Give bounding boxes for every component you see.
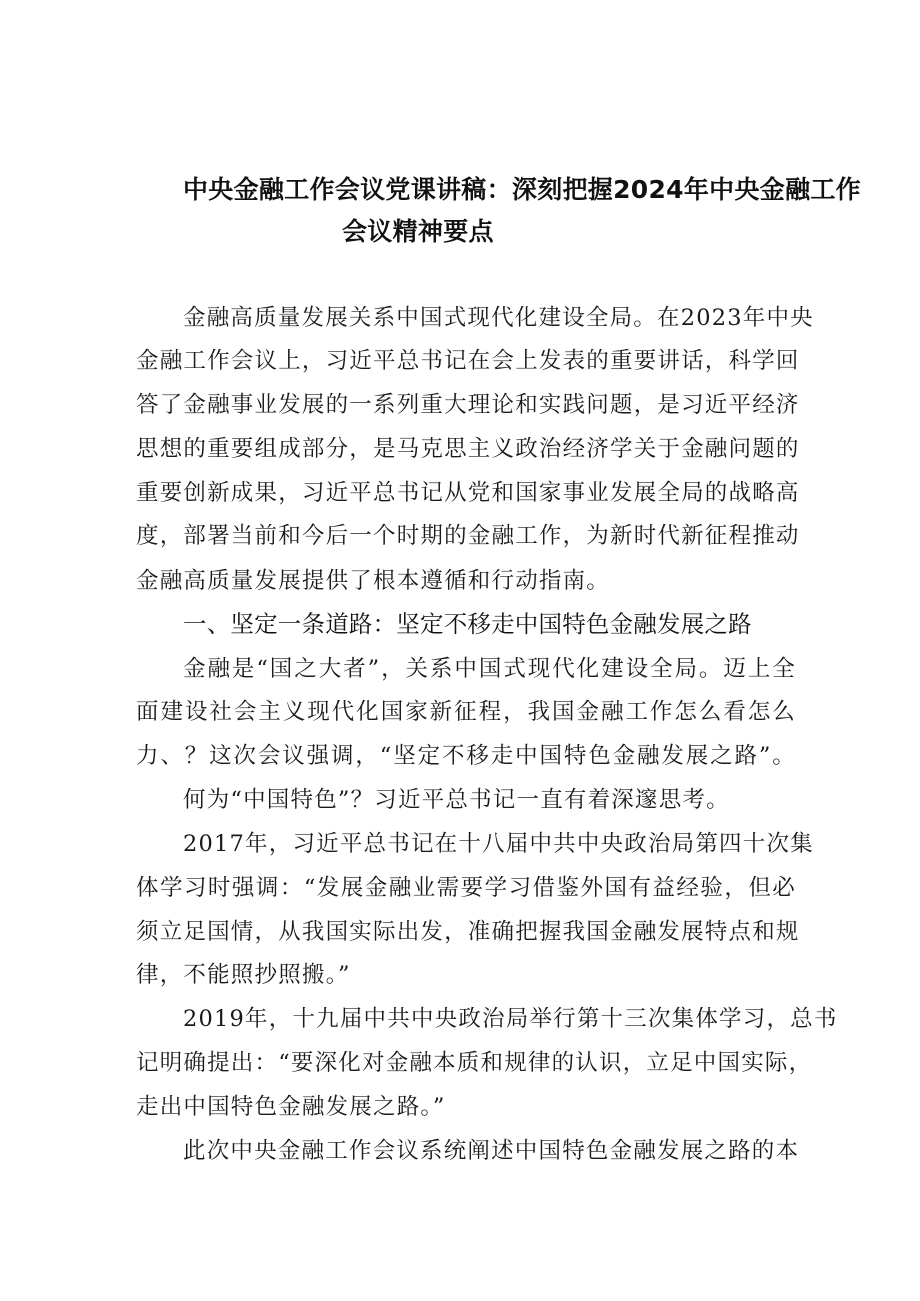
paragraph-line: 思想的重要组成部分，是马克思主义政治经济学关于金融问题的	[136, 436, 800, 462]
paragraph-line: 金融是“国之大者”，关系中国式现代化建设全局。迈上全	[183, 656, 796, 682]
paragraph-line: 面建设社会主义现代化国家新征程，我国金融工作怎么看怎么	[136, 699, 796, 725]
paragraph-line: 体学习时强调：“发展金融业需要学习借鉴外国有益经验，但必	[136, 875, 796, 901]
paragraph-line: 此次中央金融工作会议系统阐述中国特色金融发展之路的本	[183, 1138, 800, 1164]
paragraph-line: 答了金融事业发展的一系列重大理论和实践问题，是习近平经济	[136, 392, 800, 418]
paragraph-line: 力、？这次会议强调，“坚定不移走中国特色金融发展之路”。	[136, 743, 796, 769]
section-heading: 一、坚定一条道路：坚定不移走中国特色金融发展之路	[183, 610, 752, 638]
paragraph-line: 走出中国特色金融发展之路。”	[136, 1094, 446, 1120]
paragraph-line: 须立足国情，从我国实际出发，准确把握我国金融发展特点和规	[136, 919, 800, 945]
document-title-line-2: 会议精神要点	[342, 217, 494, 246]
paragraph-line: 2017年，习近平总书记在十八届中共中央政治局第四十次集	[183, 831, 814, 857]
paragraph-line: 律，不能照抄照搬。”	[136, 962, 351, 988]
paragraph-line: 度，部署当前和今后一个时期的金融工作，为新时代新征程推动	[136, 523, 800, 549]
paragraph-line: 2019年，十九届中共中央政治局举行第十三次集体学习，总书	[183, 1006, 838, 1032]
paragraph-line: 金融高质量发展提供了根本遵循和行动指南。	[136, 568, 611, 594]
document-title-line-1: 中央金融工作会议党课讲稿：深刻把握2024年中央金融工作	[183, 175, 861, 204]
paragraph-line: 何为“中国特色”？习近平总书记一直有着深邃思考。	[183, 787, 730, 813]
paragraph-line: 记明确提出：“要深化对金融本质和规律的认识，立足中国实际，	[136, 1050, 813, 1076]
paragraph-line: 金融高质量发展关系中国式现代化建设全局。在2023年中央	[183, 305, 814, 331]
paragraph-line: 金融工作会议上，习近平总书记在会上发表的重要讲话，科学回	[136, 348, 800, 374]
paragraph-line: 重要创新成果，习近平总书记从党和国家事业发展全局的战略高	[136, 480, 800, 506]
